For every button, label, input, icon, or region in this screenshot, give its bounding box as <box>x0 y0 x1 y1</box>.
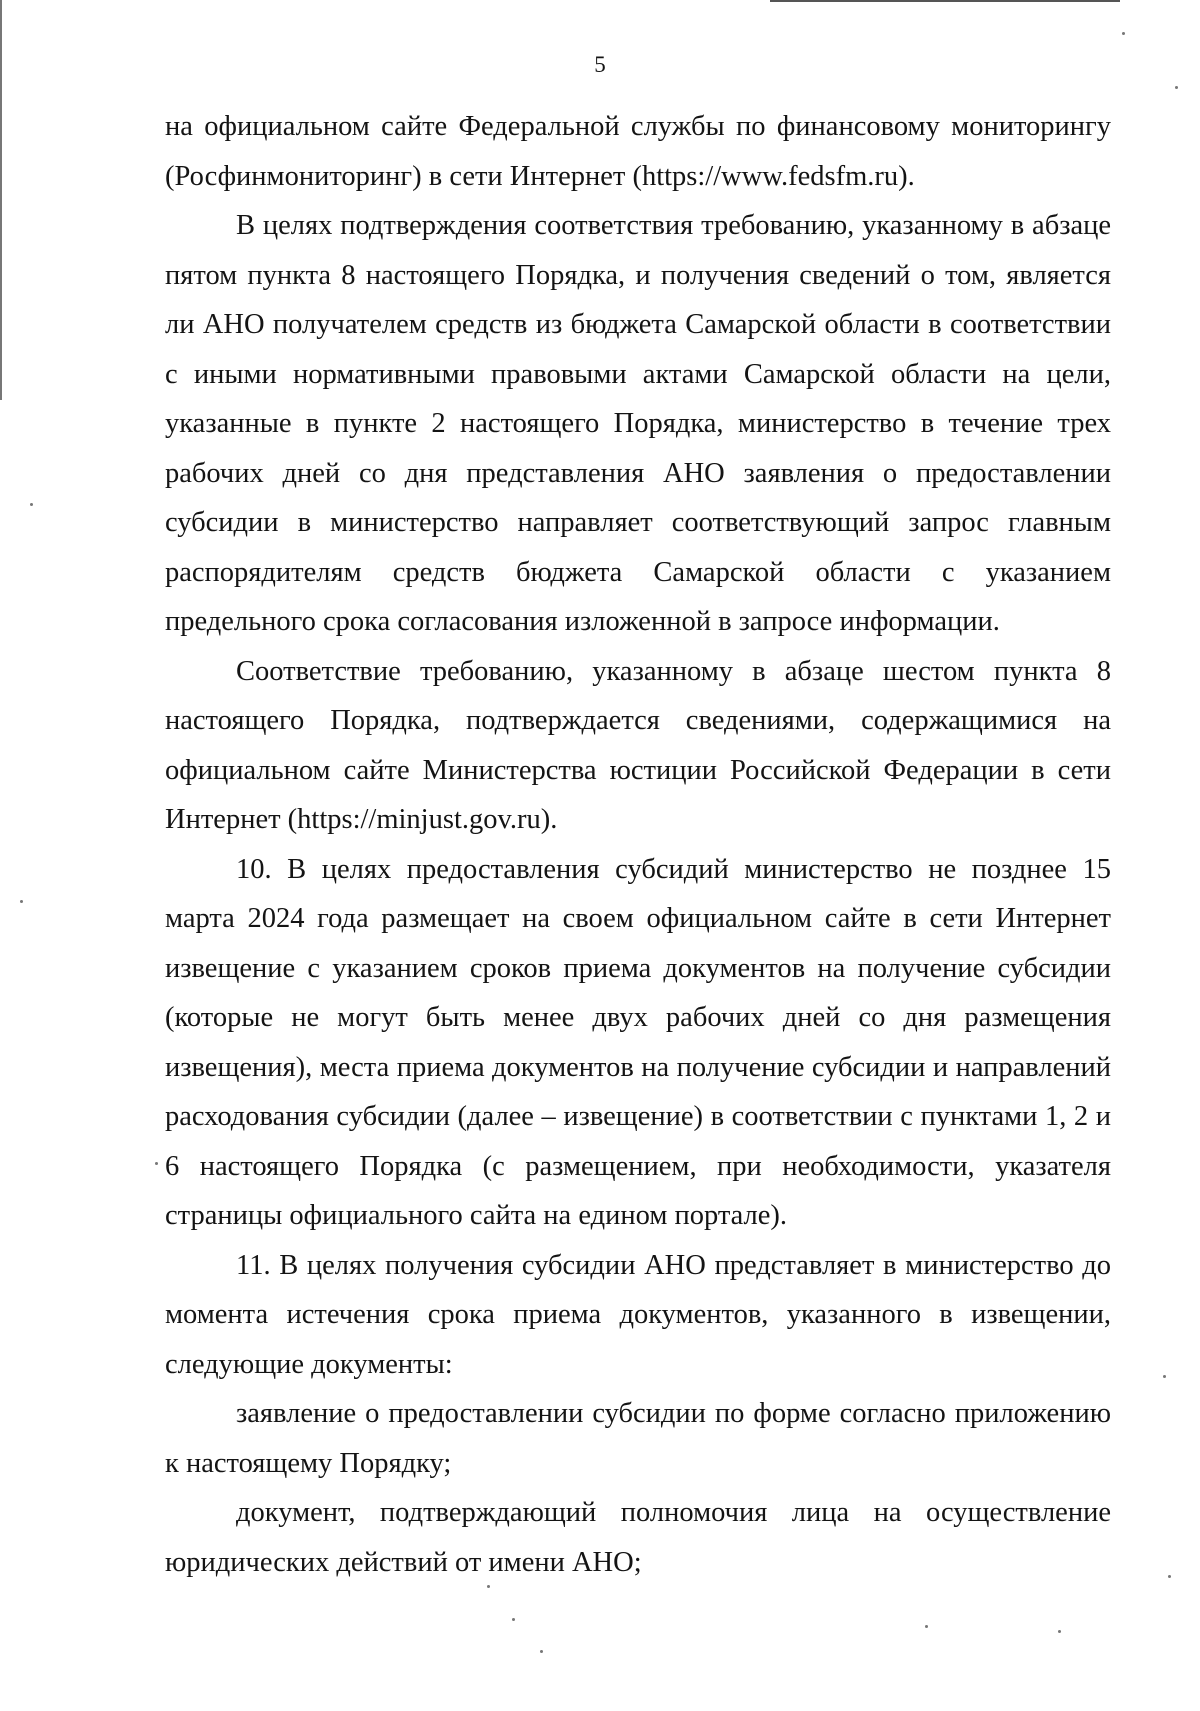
scan-edge-top <box>770 0 1120 2</box>
scan-speck <box>512 1618 515 1621</box>
scan-speck <box>1122 32 1125 35</box>
paragraph: 11. В целях получения субсидии АНО представляет в министерство до момента истечения срока приема документов, указанного в извещении, следующие документы: <box>165 1249 1111 1380</box>
paragraph: В целях подтверждения соответствия требованию, указанному в абзаце пятом пункта 8 настоящего Порядка, и получения сведений о том, является ли АНО получателем средств из бюджета Самарской области в соответствии с иными нормативными правовыми актами Самарской области на цели, указанные в пункте 2 настоящего Порядка, министерство в течение трех рабочих дней со дня представления АНО заявления о предоставлении субсидии в министерство направляет соответствующий запрос главным распорядителям средств бюджета Самарской области с указанием предельного срока согласования изложенной в запросе информации. <box>165 210 1111 637</box>
page-number: 5 <box>594 52 606 77</box>
paragraph: документ, подтверждающий полномочия лица на осуществление юридических действий от имени АНО; <box>165 1497 1111 1578</box>
paragraph: на официальном сайте Федеральной службы по финансовому мониторингу (Росфинмониторинг) в сети Интернет (https://www.fedsfm.ru). <box>165 111 1111 192</box>
scan-speck <box>155 1162 158 1165</box>
scan-speck <box>1163 1375 1166 1378</box>
scan-speck <box>925 1625 928 1628</box>
document-body <box>165 102 1111 1587</box>
scan-speck <box>20 900 23 903</box>
paragraph: 10. В целях предоставления субсидий министерство не позднее 15 марта 2024 года размещает на своем официальном сайте в сети Интернет извещение с указанием сроков приема документов на получение субсидии (которые не могут быть менее двух рабочих дней со дня размещения извещения), места приема документов на получение субсидии и направлений расходования субсидии (далее – извещение) в соответствии с пунктами 1, 2 и 6 настоящего Порядка (с размещением, при необходимости, указателя страницы официального сайта на едином портале). <box>165 853 1111 1231</box>
paragraph: заявление о предоставлении субсидии по форме согласно приложению к настоящему Порядку; <box>165 1398 1111 1479</box>
scan-speck <box>487 1585 490 1588</box>
scan-speck <box>30 503 33 506</box>
scan-speck <box>1058 1630 1061 1633</box>
paragraph: Соответствие требованию, указанному в абзаце шестом пункта 8 настоящего Порядка, подтверждается сведениями, содержащимися на официальном сайте Министерства юстиции Российской Федерации в сети Интернет (https://minjust.gov.ru). <box>165 655 1111 835</box>
scan-speck <box>1175 86 1178 89</box>
scan-speck <box>540 1650 543 1653</box>
scan-speck <box>1168 1575 1171 1578</box>
